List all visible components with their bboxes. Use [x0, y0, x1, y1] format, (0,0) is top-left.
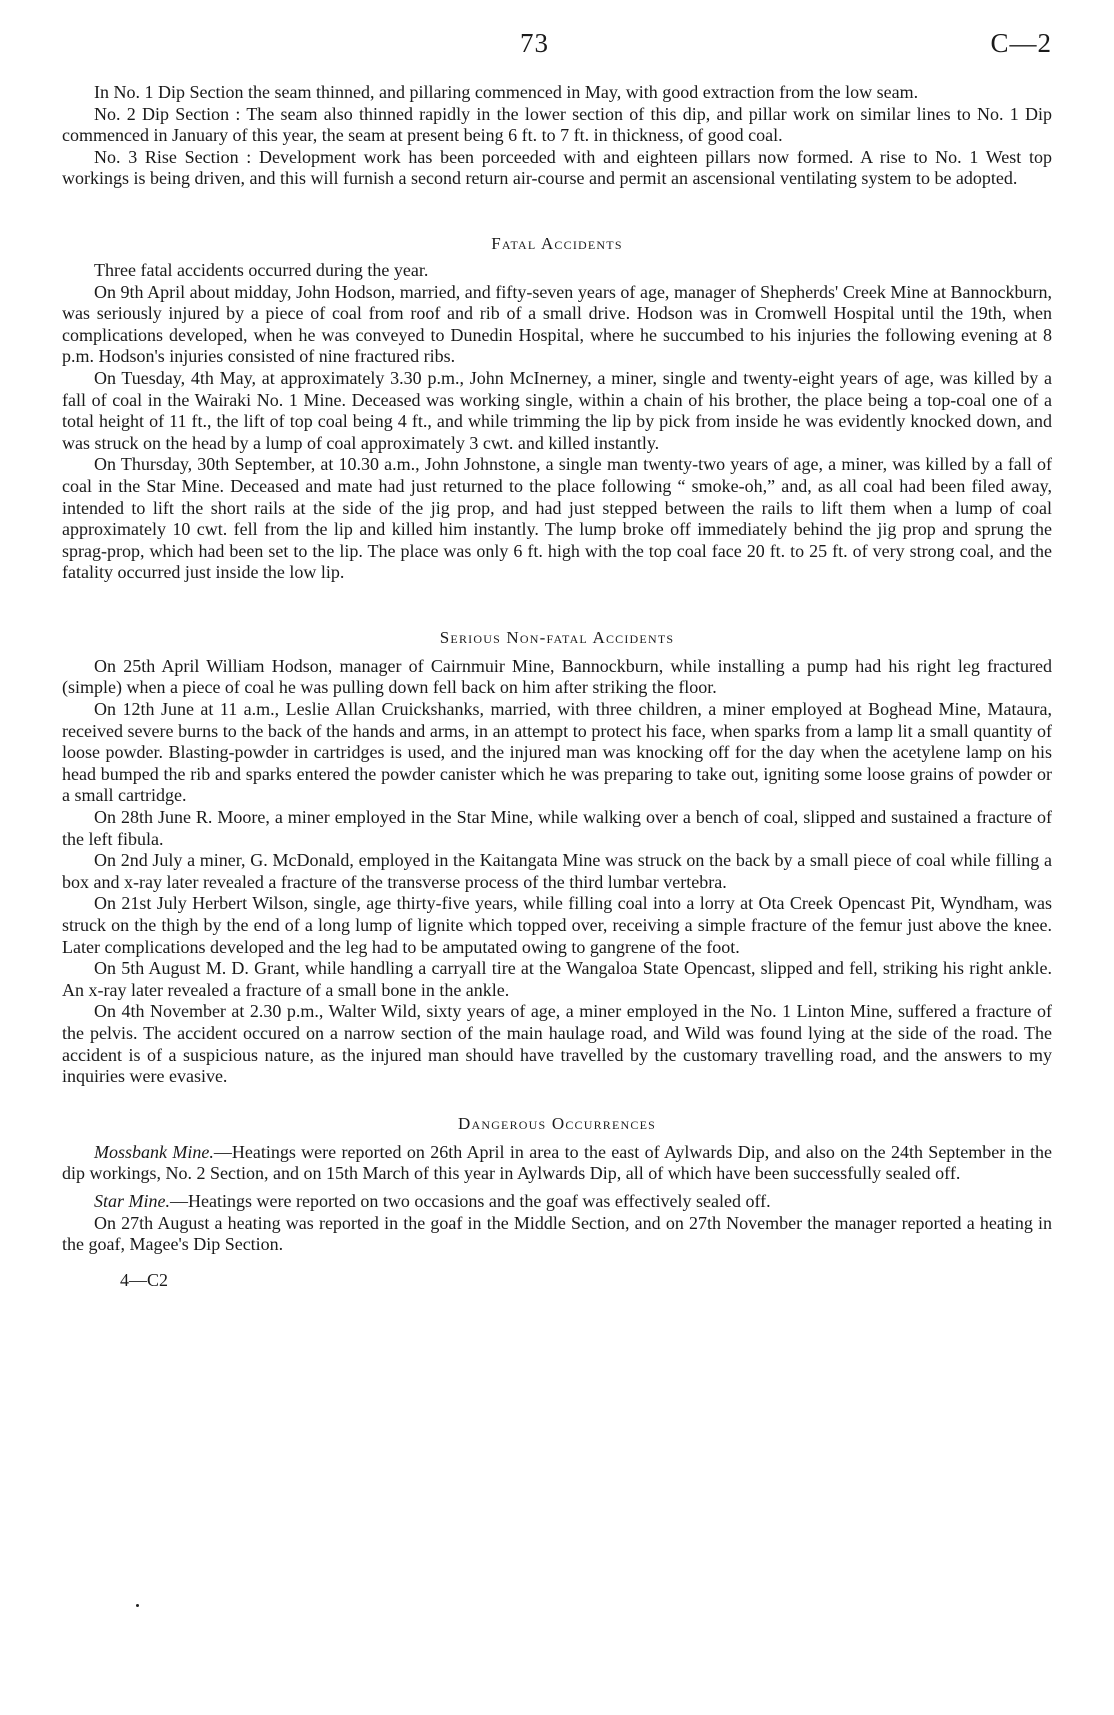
serious-paragraph: On 2nd July a miner, G. McDonald, employed in the Kaitangata Mine was struck on the back by a small piece of coal while filling a box and x-ray later revealed a fracture of the transverse process of the third lumbar vertebra. — [62, 850, 1052, 892]
serious-paragraph: On 4th November at 2.30 p.m., Walter Wild, sixty years of age, a miner employed in the No. 1 Linton Mine, suffered a fracture of the pelvis. The accident occured on a narrow section of the main haulage road, and Wild was found lying at the side of the road. The accident is of a suspicious nature, as the injured man should have travelled by the customary travelling road, and the answers to my inquiries were evasive. — [62, 1001, 1052, 1087]
fatal-paragraph: On Tuesday, 4th May, at approximately 3.30 p.m., John McInerney, a miner, single and twenty-eight years of age, was killed by a fall of coal in the Wairaki No. 1 Mine. Deceased was working single, within a chain of his brother, the place being a top-coal one of a total height of 11 ft., the lift of top coal being 4 ft., and while trimming the lip by pick from inside he was evidently knocked down, and was struck on the head by a lump of coal approximately 3 cwt. and killed instantly. — [62, 367, 1052, 453]
final-paragraph: On 27th August a heating was reported in the goaf in the Middle Section, and on 27th November the manager reported a heating in the goaf, Magee's Dip Section. — [62, 1212, 1052, 1255]
fatal-paragraph: On 9th April about midday, John Hodson, married, and fifty-seven years of age, manager of Shepherds' Creek Mine at Bannockburn, was seriously injured by a piece of coal from roof and rib of a small drive. Hodson was in Cromwell Hospital until the 19th, when complications developed, when he was conveyed to Dunedin Hospital, where he succumbed to his injuries the following evening at 8 p.m. Hodson's injuries consisted of nine fractured ribs. — [62, 281, 1052, 367]
serious-paragraph: On 21st July Herbert Wilson, single, age thirty-five years, while filling coal into a lorry at Ota Creek Opencast Pit, Wyndham, was struck on the thigh by the end of a long lump of lignite which topped over, receiving a simple fracture of the femur just above the knee. Later complications developed and the leg had to be amputated owing to gangrene of the foot. — [62, 893, 1052, 957]
serious-paragraph: On 28th June R. Moore, a miner employed in the Star Mine, while walking over a bench of coal, slipped and sustained a fracture of the left fibula. — [62, 807, 1052, 849]
mossbank-paragraph — [62, 1142, 1052, 1185]
fatal-accidents-section — [62, 260, 1052, 584]
serious-accidents-section — [62, 656, 1052, 1088]
serious-paragraph: On 5th August M. D. Grant, while handling a carryall tire at the Wangaloa State Opencast, slipped and fell, striking his right ankle. An x-ray later revealed a fracture of a small bone in the ankle. — [62, 958, 1052, 1000]
serious-accidents-heading: Serious Non-fatal Accidents — [439, 627, 675, 647]
dangerous-occurrences-heading: Dangerous Occurrences — [457, 1113, 657, 1133]
running-head — [62, 28, 1052, 72]
mossbank-mine-name: Mossbank Mine. — [94, 1141, 214, 1162]
star-mine-name: Star Mine. — [94, 1190, 170, 1211]
document-page — [62, 28, 1052, 1291]
fatal-accidents-heading: Fatal Accidents — [491, 233, 623, 253]
series-label: C—2 — [990, 28, 1052, 58]
intro-paragraph: In No. 1 Dip Section the seam thinned, and pillaring commenced in May, with good extraction from the low seam. — [94, 82, 919, 102]
intro-paragraph: No. 3 Rise Section : Development work has been porceeded with and eighteen pillars now formed. A rise to No. 1 West top workings is being driven, and this will furnish a second return air-course and permit an ascensional ventilating system to be adopted. — [62, 146, 1052, 189]
fatal-paragraph: On Thursday, 30th September, at 10.30 a.m., John Johnstone, a single man twenty-two years of age, a miner, was killed by a fall of coal in the Star Mine. Deceased and mate had just returned to the place following “ smoke-oh,” and, as all coal had been filed away, intended to lift the short rails at the side of the jig prop, and had just stepped between the rails to lift them when a lump of coal approximately 10 cwt. fell from the lip and killed him instantly. The lump broke off immediately behind the jig prop and sprung the sprag-prop, which had been set to the lip. The place was only 6 ft. high with the top coal face 20 ft. to 25 ft. of very strong coal, and the fatality occurred just inside the low lip. — [62, 454, 1052, 583]
star-text: —Heatings were reported on two occasions and the goaf was effectively sealed off. — [170, 1190, 771, 1211]
serious-paragraph: On 25th April William Hodson, manager of Cairnmuir Mine, Bannockburn, while installing a pump had his right leg fractured (simple) when a piece of coal he was pulling down fell back on him after striking the floor. — [62, 655, 1052, 698]
dangerous-occurrences-section — [62, 1142, 1052, 1256]
page-number: 73 — [520, 28, 549, 58]
serious-paragraph: On 12th June at 11 a.m., Leslie Allan Cruickshanks, married, with three children, a miner employed at Boghead Mine, Mataura, received severe burns to the back of the hands and arms, in an attempt to protect his face, when sparks from a lamp lit a small quantity of loose powder. Blasting-powder in cartridges is used, and the injured man was knocking off for the day when the acetylene lamp on his head bumped the rib and sparks entered the powder canister which he was preparing to take out, igniting some loose grains of powder or a small cartridge. — [62, 699, 1052, 806]
intro-paragraph: No. 2 Dip Section : The seam also thinned rapidly in the lower section of this dip, and pillar work on similar lines to No. 1 Dip commenced in January of this year, the seam at present being 6 ft. to 7 ft. in thickness, of good coal. — [62, 103, 1052, 146]
print-speck — [136, 1604, 139, 1607]
fatal-paragraph: Three fatal accidents occurred during the year. — [94, 259, 429, 280]
star-paragraph — [62, 1191, 1052, 1213]
intro-section — [62, 82, 1052, 190]
footer-signature: 4—C2 — [120, 1269, 169, 1290]
mossbank-text: —Heatings were reported on 26th April in area to the east of Aylwards Dip, and also on the 24th September in the dip workings, No. 2 Section, and on 15th March of this year in Aylwards Dip, all of which have been successfully sealed off. — [62, 1141, 1052, 1184]
